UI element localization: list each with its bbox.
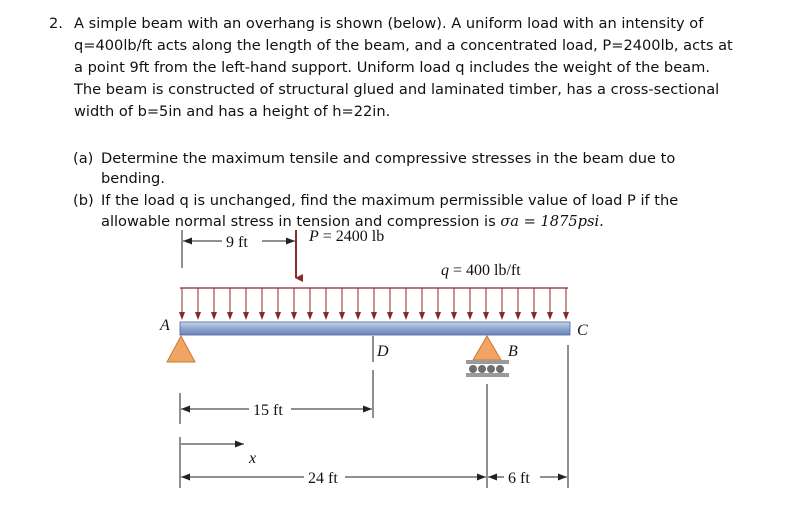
distributed-load-arrowhead [195,312,201,320]
distributed-load-arrowhead [531,312,537,320]
distributed-load-arrowhead [211,312,217,320]
distributed-load-arrowhead [467,312,473,320]
load-p-value: = 2400 lb [318,228,385,245]
part-b-line-2-prefix: allowable normal stress in tension and compression is [101,213,501,230]
part-a-label: (a) [73,150,94,167]
dimension-24ft [180,384,487,488]
distributed-load-arrowhead [355,312,361,320]
problem-line-5: width of b=5in and has a height of h=22in. [74,103,391,120]
problem-number: 2. [49,15,63,32]
part-a-line-2: bending. [101,170,165,187]
distributed-load-arrowhead [307,312,313,320]
distributed-load-arrowhead [563,312,569,320]
load-q-label: q = 400 lb/ft [441,262,521,279]
distributed-load-arrowhead [435,312,441,320]
point-b-label: B [508,343,518,360]
allowable-stress-expression: σa = 1875psi. [500,213,604,230]
x-label: x [249,450,257,467]
part-b-label: (b) [73,192,94,209]
distributed-load-arrowhead [291,312,297,320]
roller-support-b [466,336,509,377]
distributed-load-arrowhead [339,312,345,320]
problem-line-2: q=400lb/ft acts along the length of the beam, and a concentrated load, P=2400lb, acts at [74,37,733,54]
dim-24ft-label: 24 ft [308,470,338,487]
distributed-load-arrowhead [515,312,521,320]
distributed-load-q [179,288,569,320]
distributed-load-arrowhead [499,312,505,320]
part-b-line-1: If the load q is unchanged, find the maximum permissible value of load P if the [101,192,679,209]
distributed-load-arrowhead [227,312,233,320]
dim-6ft-label: 6 ft [508,470,530,487]
point-load-p [296,228,384,278]
problem-line-3: a point 9ft from the left-hand support. Uniform load q includes the weight of the beam. [74,59,710,76]
dim-9ft-label: 9 ft [226,234,248,251]
x-coordinate-arrow [180,437,256,468]
distributed-load-arrowhead [547,312,553,320]
problem-line-4: The beam is constructed of structural glued and laminated timber, has a cross-sectional [74,81,720,98]
distributed-load-arrowhead [243,312,249,320]
distributed-load-arrowhead [403,312,409,320]
distributed-load-arrowhead [259,312,265,320]
load-p-label: P = 2400 lb [309,228,385,245]
distributed-load-arrowhead [387,312,393,320]
problem-line-1: A simple beam with an overhang is shown (below). A uniform load with an intensity of [74,15,704,32]
dimension-9ft [182,230,296,268]
dim-15ft-label: 15 ft [253,402,283,419]
distributed-load-arrowhead [179,312,185,320]
distributed-load-arrowhead [275,312,281,320]
point-c-label: C [577,322,588,339]
part-a-line-1: Determine the maximum tensile and compressive stresses in the beam due to [101,150,676,167]
distributed-load-arrowhead [323,312,329,320]
pin-support-a [167,336,195,362]
distributed-load-arrowhead [371,312,377,320]
beam [180,322,570,335]
distributed-load-arrowhead [483,312,489,320]
point-d-label: D [377,343,389,360]
distributed-load-arrowhead [419,312,425,320]
distributed-load-arrowhead [451,312,457,320]
dimension-15ft [180,370,373,424]
point-a-label: A [160,317,170,334]
